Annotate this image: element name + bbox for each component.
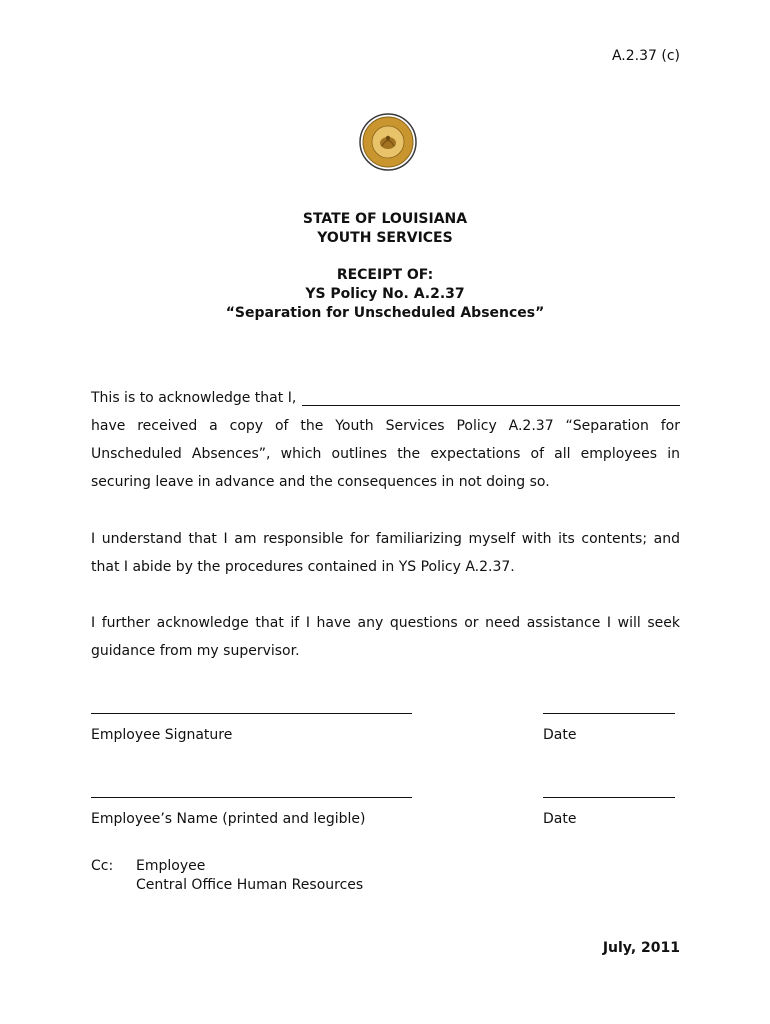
title-receipt: RECEIPT OF:	[336, 267, 434, 283]
cc-recipients	[136, 857, 363, 895]
date-label-2: Date	[543, 811, 577, 827]
state-seal-icon	[359, 113, 417, 171]
employee-name-label: Employee’s Name (printed and legible)	[91, 811, 366, 827]
acknowledgement-line	[91, 384, 680, 412]
cc-recipient: Employee	[136, 858, 206, 874]
date-line-1[interactable]	[543, 713, 675, 714]
paragraph-responsibility: I understand that I am responsible for familiarizing myself with its contents; and that I abide by the procedures contained in YS Policy A.2.37.	[91, 531, 680, 575]
employee-signature-label: Employee Signature	[91, 727, 233, 743]
cc-block	[91, 857, 363, 895]
revision-date: July, 2011	[602, 940, 680, 956]
name-blank-field[interactable]	[302, 387, 680, 406]
paragraph-guidance: I further acknowledge that if I have any questions or need assistance I will seek guidance from my supervisor.	[91, 615, 680, 659]
date-line-2[interactable]	[543, 797, 675, 798]
ack-prefix: This is to acknowledge that I,	[91, 390, 297, 406]
printed-name-line[interactable]	[91, 797, 412, 798]
title-state: STATE OF LOUISIANA	[302, 211, 468, 227]
policy-code: A.2.37 (c)	[611, 48, 680, 64]
date-label-1: Date	[543, 727, 577, 743]
title-policy-name: “Separation for Unscheduled Absences”	[225, 305, 545, 321]
signature-line[interactable]	[91, 713, 412, 714]
title-agency: YOUTH SERVICES	[317, 230, 453, 246]
cc-recipient: Central Office Human Resources	[136, 877, 364, 893]
title-policy-number: YS Policy No. A.2.37	[305, 286, 465, 302]
cc-label: Cc:	[91, 858, 114, 874]
paragraph-receipt: have received a copy of the Youth Services Policy A.2.37 “Separation for Unscheduled Absences”, which outlines the expectations of all employees in securing leave in advance and the consequences in not doing so.	[91, 418, 680, 490]
